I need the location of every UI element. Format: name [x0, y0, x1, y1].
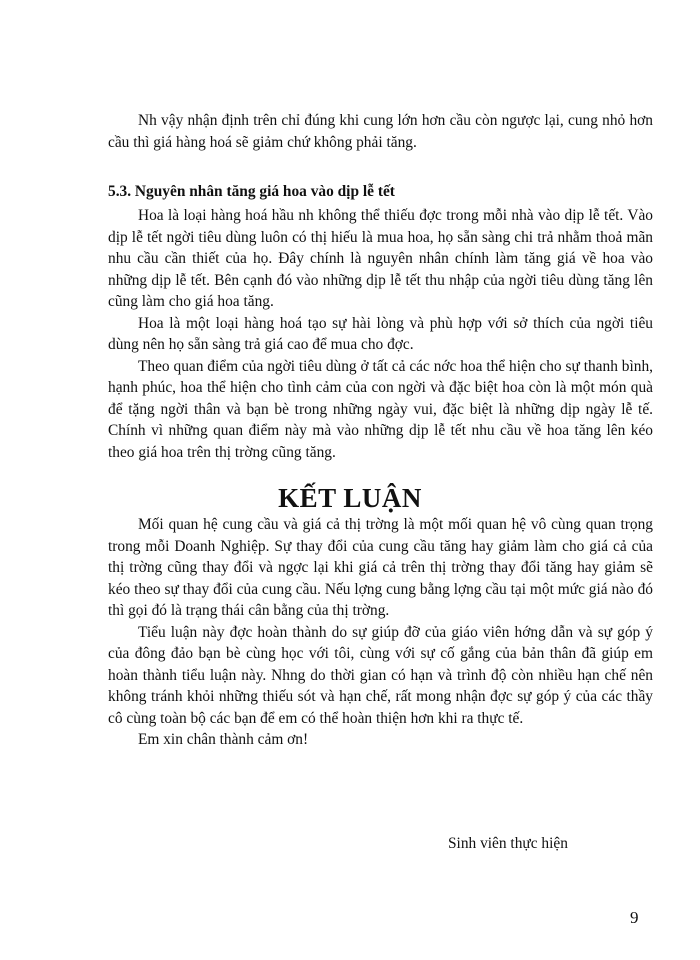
conclusion-paragraph-3: Em xin chân thành cảm ơn!	[138, 731, 309, 748]
conclusion-title: KẾT LUẬN	[278, 483, 422, 513]
section-5-3-paragraph-1: Hoa là loại hàng hoá hầu nh không thể thiếu đợc trong mỗi nhà vào dịp lễ tết. Vào dịp lễ tết ngời tiêu dùng luôn có thị hiếu là mua hoa, họ sẵn sàng chi trả nhằm thoả mãn nhu cầu cần thiết của họ. Đây chính là nguyên nhân chính làm tăng giá về hoa vào những dịp lễ tết. Bên cạnh đó vào những dịp lễ tết thu nhập của ngời tiêu dùng tăng lên cũng làm cho giá hoa tăng.	[108, 207, 653, 310]
section-5-3-paragraph-3: Theo quan điểm của ngời tiêu dùng ở tất cả các nớc hoa thể hiện cho sự thanh bình, hạnh phúc, hoa thể hiện cho tình cảm của con ngời và đặc biệt hoa còn là một món quà để tặng ngời thân và bạn bè trong những ngày vui, đặc biệt là những dịp ngày lễ tế. Chính vì những quan điểm này mà vào những dịp lễ tết nhu cầu về hoa tăng lên kéo theo giá hoa trên thị trờng cũng tăng.	[108, 357, 653, 461]
conclusion-paragraph-1: Mối quan hệ cung cầu và giá cả thị trờng là một mối quan hệ vô cùng quan trọng trong mỗi Doanh Nghiệp. Sự thay đổi của cung cầu tăng hay giảm làm cho giá cả của thị trờng cũng thay đổi và ngợc lại khi giá cả trên thị trờng thay đổi tăng hay giảm sẽ kéo theo sự thay đổi của cung cầu. Nếu lợng cung bằng lợng cầu tại một mức giá nào đó thì gọi đó là trạng thái cân bằng của thị trờng.	[108, 516, 653, 619]
section-5-3-paragraph-2: Hoa là một loại hàng hoá tạo sự hài lòng và phù hợp với sở thích của ngời tiêu dùng nên họ sẵn sàng trả giá cao để mua cho đợc.	[108, 314, 653, 353]
section-5-3-body	[108, 205, 653, 463]
section-5-3-heading: 5.3. Nguyên nhân tăng giá hoa vào dịp lễ tết	[108, 183, 395, 200]
intro-block	[108, 110, 653, 153]
signature-line: Sinh viên thực hiện	[448, 835, 568, 852]
intro-paragraph: Nh vậy nhận định trên chỉ đúng khi cung lớn hơn cầu còn ngược lại, cung nhỏ hơn cầu thì giá hàng hoá sẽ giảm chứ không phải tăng.	[108, 112, 653, 151]
conclusion-body	[108, 514, 653, 751]
page-number: 9	[630, 908, 639, 927]
conclusion-paragraph-2: Tiểu luận này đợc hoàn thành do sự giúp đỡ của giáo viên hớng dẫn và sự góp ý của đông đảo bạn bè cùng học với tôi, cùng với sự cố gắng của bản thân đã giúp em hoàn thành tiểu luận này. Nhng do thời gian có hạn và trình độ còn nhiều hạn chế nên không tránh khỏi những thiếu sót và hạn chế, rất mong nhận đợc sự góp ý của các thầy cô cùng toàn bộ các bạn để em có thể hoàn thiện hơn khi ra thực tế.	[108, 623, 653, 727]
